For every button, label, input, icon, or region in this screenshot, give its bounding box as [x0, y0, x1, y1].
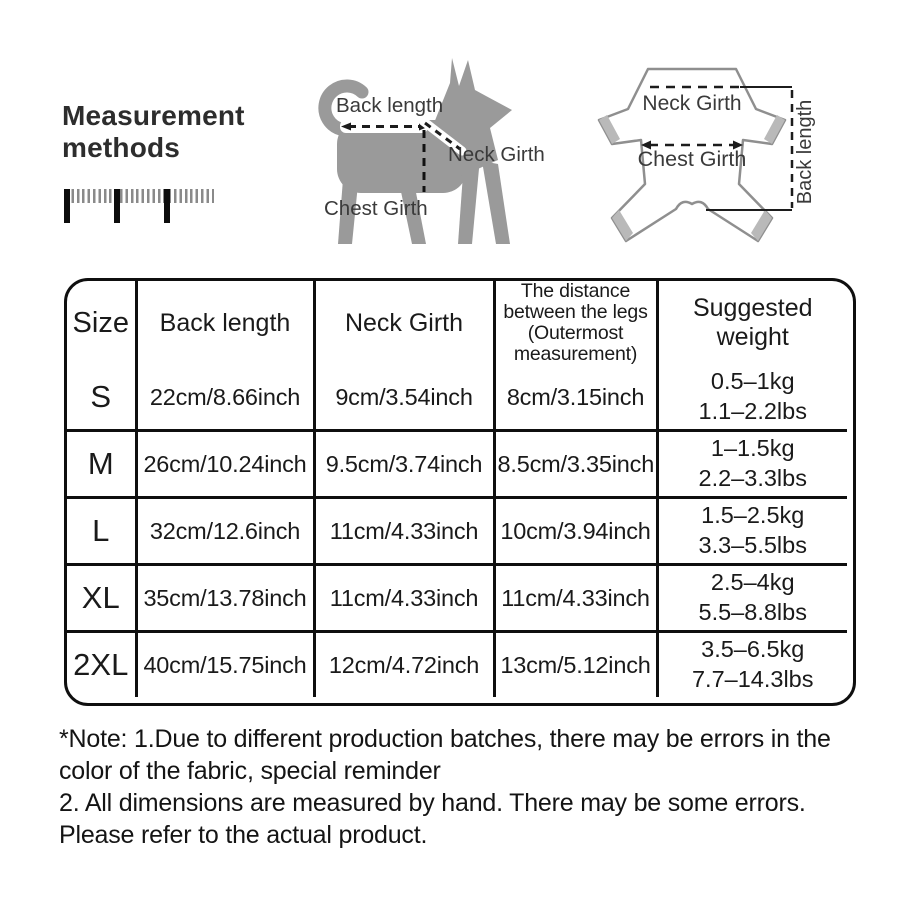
back-length-value: 32cm/12.6inch — [136, 498, 314, 565]
ruler-major-tick — [164, 189, 170, 223]
weight-lbs: 3.3–5.5lbs — [698, 532, 807, 559]
leg-distance-value: 8cm/3.15inch — [494, 365, 657, 430]
ruler-minor-ticks — [66, 189, 214, 203]
neck-girth-value: 11cm/4.33inch — [314, 565, 494, 632]
weight-lbs: 1.1–2.2lbs — [698, 398, 807, 425]
back-length-value: 22cm/8.66inch — [136, 365, 314, 430]
header-neck-girth: Neck Girth — [314, 281, 494, 365]
header-weight: Suggested weight — [692, 294, 813, 352]
back-length-value: 35cm/13.78inch — [136, 565, 314, 632]
weight-kg: 2.5–4kg — [710, 569, 795, 596]
dog-front-leg — [482, 161, 510, 244]
weight-kg: 1–1.5kg — [710, 435, 795, 462]
dog-chest-girth-label: Chest Girth — [324, 197, 428, 220]
weight-kg: 3.5–6.5kg — [701, 636, 805, 663]
ruler-major-tick — [64, 189, 70, 223]
table-header-row — [67, 281, 847, 365]
ruler-icon — [64, 189, 218, 225]
weight-lbs: 2.2–3.3lbs — [698, 465, 807, 492]
header-leg-distance: The distance between the legs (Outermost measurement) — [494, 281, 657, 365]
garment-back-length-label: Back length — [794, 99, 816, 205]
table-row-2xl — [67, 632, 847, 697]
weight-kg: 0.5–1kg — [710, 368, 795, 395]
leg-distance-value: 11cm/4.33inch — [494, 565, 657, 632]
leg-distance-value: 8.5cm/3.35inch — [494, 431, 657, 498]
weight-value — [657, 431, 847, 498]
neck-girth-value: 9.5cm/3.74inch — [314, 431, 494, 498]
page-title: Measurement methods — [62, 100, 245, 164]
leg-distance-value: 10cm/3.94inch — [494, 498, 657, 565]
size-table — [64, 278, 856, 706]
dog-neck-girth-label: Neck Girth — [448, 143, 545, 166]
weight-lbs: 7.7–14.3lbs — [691, 666, 814, 693]
dog-measurement-diagram — [312, 48, 572, 248]
garment-measurement-diagram — [596, 52, 836, 257]
weight-value — [657, 498, 847, 565]
back-length-value: 40cm/15.75inch — [136, 632, 314, 697]
back-length-value: 26cm/10.24inch — [136, 431, 314, 498]
note-1: *Note: 1.Due to different production batches, there may be errors in the color of the fabric, special reminder — [59, 725, 831, 785]
table-row-l — [67, 498, 847, 565]
garment-chest-girth-label: Chest Girth — [637, 147, 747, 171]
weight-value — [657, 565, 847, 632]
dog-back-length-label: Back length — [336, 94, 444, 117]
header-size: Size — [67, 281, 136, 365]
header-back-length: Back length — [136, 281, 314, 365]
size-label: XL — [67, 565, 136, 632]
size-label: S — [67, 365, 136, 430]
weight-value — [657, 632, 847, 697]
weight-lbs: 5.5–8.8lbs — [698, 599, 807, 626]
note-2: 2. All dimensions are measured by hand. There may be some errors. Please refer to the actual product. — [59, 789, 806, 849]
size-label: L — [67, 498, 136, 565]
leg-distance-value: 13cm/5.12inch — [494, 632, 657, 697]
weight-value — [657, 365, 847, 430]
neck-girth-value: 11cm/4.33inch — [314, 498, 494, 565]
table-row-m — [67, 431, 847, 498]
neck-girth-value: 12cm/4.72inch — [314, 632, 494, 697]
size-label: 2XL — [67, 632, 136, 697]
weight-kg: 1.5–2.5kg — [701, 502, 805, 529]
size-label: M — [67, 431, 136, 498]
table-row-xl — [67, 565, 847, 632]
table-row-s — [67, 365, 847, 430]
garment-neck-girth-label: Neck Girth — [642, 92, 742, 115]
neck-girth-value: 9cm/3.54inch — [314, 365, 494, 430]
ruler-major-tick — [114, 189, 120, 223]
